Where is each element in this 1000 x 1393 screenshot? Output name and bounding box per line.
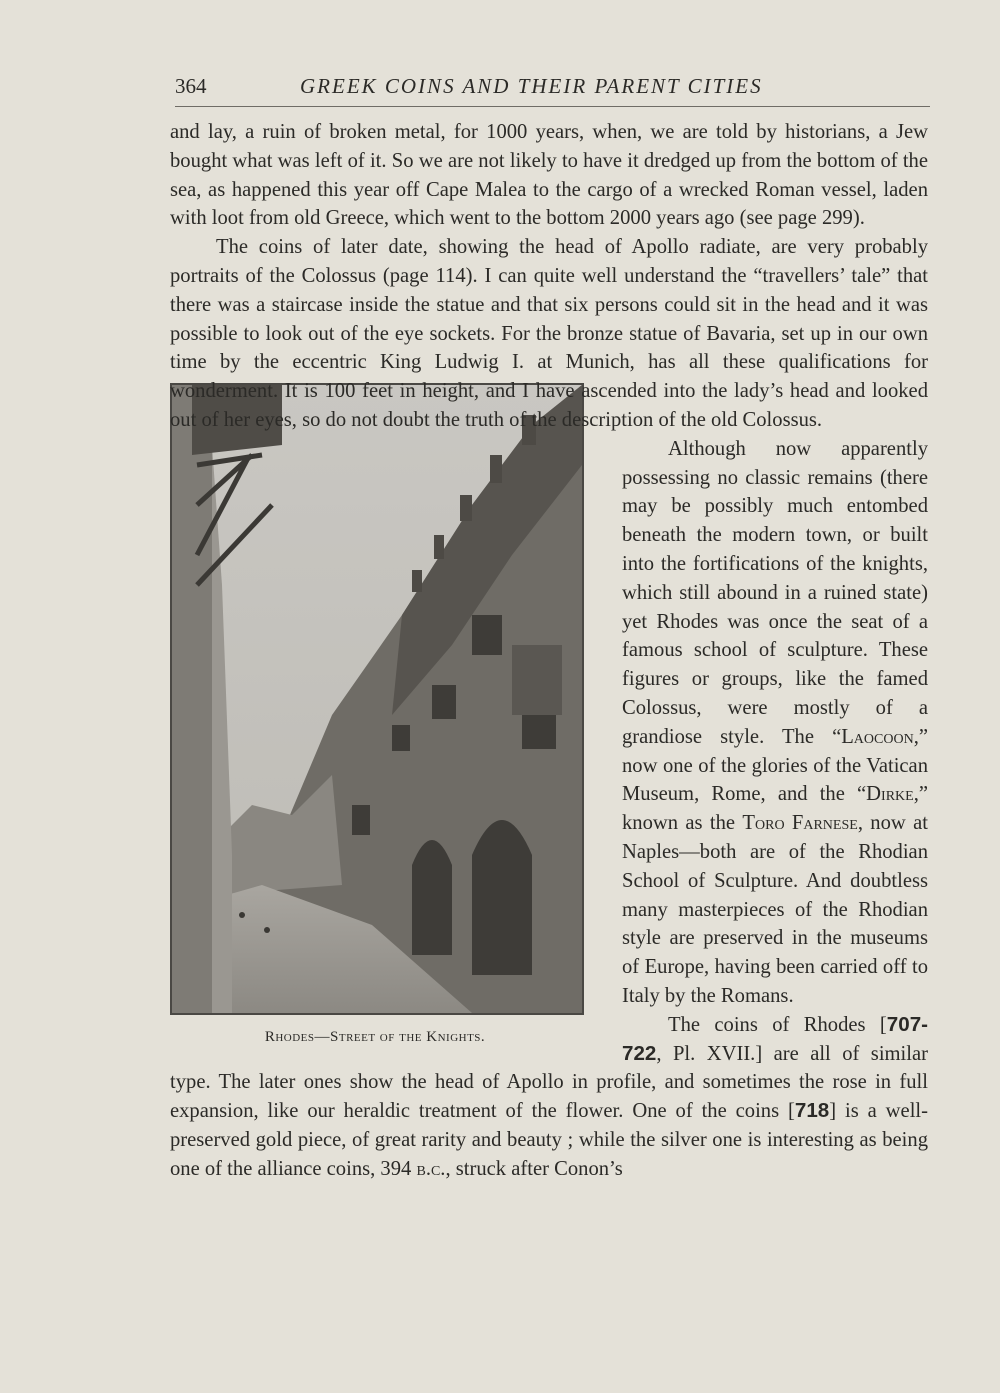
page-header bbox=[175, 72, 930, 104]
paragraph-2-text: The coins of later date, showing the head of Apollo radiate, are very probably portraits of the Colossus (page 114). I can quite well understand the “travellers’ tale” that there was a staircase inside the statue and that six persons could sit in the head and it was possible to look out of the eye sockets. For the bronze statue of Bavaria, set up in our own time by the eccentric King Ludwig I. at Munich, has all these qualifications for wonderment. It is 100 feet in height, and I have ascended into the lady’s head and looked out of her eyes, so do not doubt the truth of the description of the old Colossus. bbox=[170, 236, 928, 431]
laocoon-name: Laocoon bbox=[841, 725, 914, 748]
street-photo-illustration bbox=[172, 385, 582, 1013]
dirke-name: Dirke bbox=[866, 783, 914, 806]
page-number: 364 bbox=[175, 74, 207, 98]
paragraph-1: and lay, a ruin of broken metal, for 1000 years, when, we are told by historians, a Jew bought what was left of it. So we are not likely to have it dredged up from the bottom of the sea, as happened this year off Cape Malea to the cargo of a wrecked Roman vessel, laden with loot from old Greece, which went to the bottom 2000 years ago (see page 299). bbox=[170, 121, 928, 230]
paragraph-4-text-d: , struck after Conon’s bbox=[445, 1157, 623, 1180]
body-text bbox=[170, 118, 928, 1183]
paragraph-4-text-b: , Pl. XVII.] are all of similar type. The later ones show the head of Apollo in profile, and sometimes the rose in full expansion, like our heraldic treatment of the flower. One of the coins [ bbox=[170, 1042, 928, 1123]
figure-street-of-knights bbox=[170, 383, 600, 1043]
street-photo bbox=[170, 383, 584, 1015]
header-rule bbox=[175, 106, 930, 107]
bc-abbrev: b.c. bbox=[416, 1157, 446, 1180]
paragraph-3-text-c: ,” known as the bbox=[622, 783, 928, 835]
running-head: GREEK COINS AND THEIR PARENT CITIES bbox=[300, 74, 763, 98]
toro-farnese-name: Toro Farnese bbox=[742, 812, 858, 835]
coin-reference-range: 707-722 bbox=[622, 1012, 928, 1065]
paragraph-4-text-c: ] is a well-preserved gold piece, of great rarity and beauty ; while the silver one is interesting as being one of the alliance coins, 394 bbox=[170, 1100, 928, 1180]
paragraph-3-text-a: Although now apparently possessing no classic remains (there may be possibly much entombed beneath the modern town, or built into the fortifications of the knights, which still abound in a ruined state) yet Rhodes was once the seat of a famous school of sculpture. These figures or groups, like the famed Colossus, were mostly of a grandiose style. The “ bbox=[622, 437, 928, 748]
coin-reference-718: 718 bbox=[794, 1099, 830, 1123]
figure-caption: Rhodes—Street of the Knights. bbox=[264, 1028, 486, 1045]
paragraph-2 bbox=[170, 233, 928, 435]
paragraph-4-text-a: The coins of Rhodes [ bbox=[668, 1013, 887, 1036]
paragraph-3-text-d: , now at Naples—both are of the Rhodian School of Sculpture. And doubtless many masterpieces of the Rhodian style are preserved in the museums of Europe, having been carried off to Italy by the Romans. bbox=[622, 812, 928, 1007]
paragraph-3-text-b: ,” now one of the glories of the Vatican Museum, Rome, and the “ bbox=[622, 725, 928, 806]
